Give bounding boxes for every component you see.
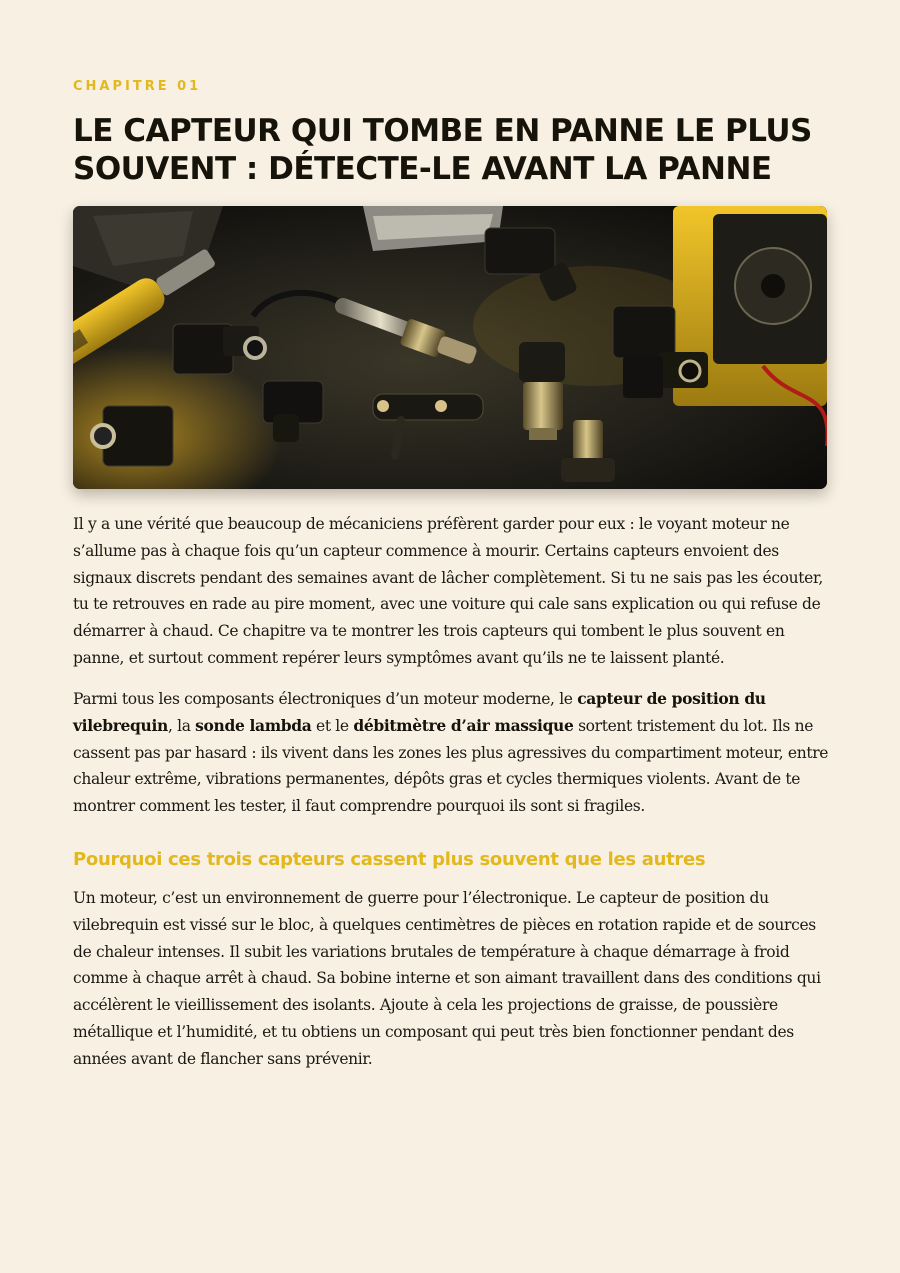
- crankshaft-sensor-term: capteur de position du vilebrequin: [73, 689, 766, 735]
- section-heading: Pourquoi ces trois capteurs cassent plus souvent que les autres: [73, 849, 706, 870]
- components-paragraph: [73, 686, 833, 820]
- chapter-title: LE CAPTEUR QUI TOMBE EN PANNE LE PLUS SOUVENT : DÉTECTE-LE AVANT LA PANNE: [73, 113, 812, 187]
- components-text-3: et le: [311, 716, 354, 735]
- components-text-1: Parmi tous les composants électroniques d’un moteur moderne, le: [73, 690, 578, 708]
- components-text-2: , la: [167, 716, 196, 735]
- chapter-label: CHAPITRE 01: [73, 79, 202, 94]
- environment-paragraph: Un moteur, c’est un environnement de guerre pour l’électronique. Le capteur de position du vilebrequin est vissé sur le bloc, à quelques centimètres de pièces en rotation rapide et de sources de chaleur intenses. Il subit les variations brutales de température à chaque démarrage à froid comme à chaque arrêt à chaud. Sa bobine interne et son aimant travaillent dans des conditions qui accélèrent le vieillissement des isolants. Ajoute à cela les projections de graisse, de poussière métallique et l’humidité, et tu obtiens un composant qui peut très bien fonctionner pendant des années avant de flancher sans prévenir.: [73, 889, 821, 1068]
- components-text-4: sortent tristement du lot. Ils ne cassent pas par hasard : ils vivent dans les zones les plus agressives du compartiment moteur, entre chaleur extrême, vibrations permanentes, dépôts gras et cycles thermiques violents. Avant de te montrer comment les tester, il faut comprendre pourquoi ils sont si fragiles.: [73, 716, 829, 816]
- lambda-probe-term: sonde lambda: [195, 715, 312, 735]
- hero-image-sensors: [73, 206, 827, 489]
- intro-paragraph: Il y a une vérité que beaucoup de mécaniciens préfèrent garder pour eux : le voyant moteur ne s’allume pas à chaque fois qu’un capteur commence à mourir. Certains capteurs envoient des signaux discrets pendant des semaines avant de lâcher complètement. Si tu ne sais pas les écouter, tu te retrouves en rade au pire moment, avec une voiture qui cale sans explication ou qui refuse de démarrer à chaud. Ce chapitre va te montrer les trois capteurs qui tombent le plus souvent en panne, et surtout comment repérer leurs symptômes avant qu’ils ne te laissent planté.: [73, 515, 823, 667]
- mass-airflow-sensor-term: débitmètre d’air massique: [353, 715, 574, 735]
